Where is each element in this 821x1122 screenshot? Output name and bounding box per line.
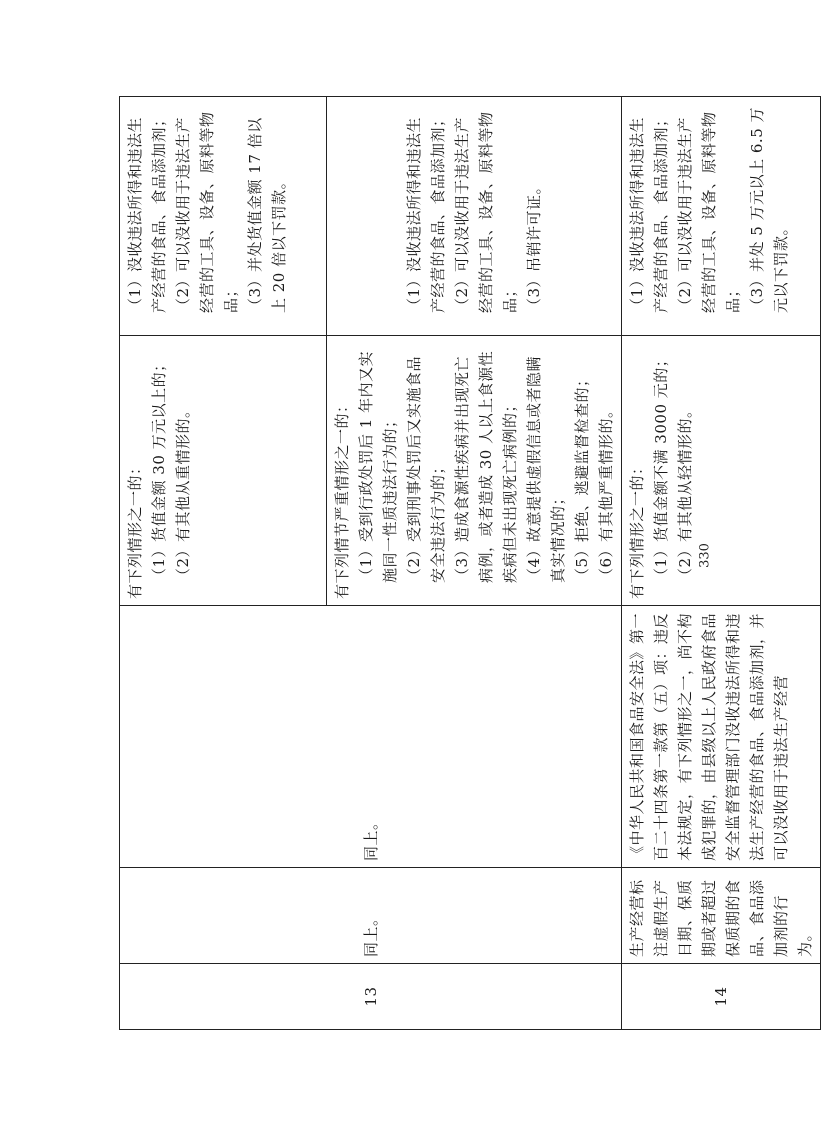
table-row: [622, 97, 821, 1030]
situation-line: （1）货值金额不满 3000 元的；: [652, 351, 670, 583]
situation-line: （2）有其他从重情形的。: [174, 402, 192, 583]
penalty-line: （1）没收违法所得和违法生产经营的食品、食品添加剂；: [628, 111, 670, 313]
penalty-line: （1）没收违法所得和违法生产经营的食品、食品添加剂；: [126, 111, 168, 313]
penalty-line: （2）可以没收用于违法生产经营的工具、设备、原料等物品；: [453, 111, 519, 313]
penalty-cell: [327, 97, 622, 336]
situation-line: 有下列情形之一的：: [126, 459, 144, 599]
penalty-cell: [622, 97, 821, 336]
situation-cell: [120, 336, 327, 606]
situation-cell: [622, 336, 821, 606]
situation-line: （4）故意提供虚假信息或者隐瞒真实情况的；: [525, 355, 567, 583]
situation-line: （1）货值金额 30 万元以上的；: [150, 356, 168, 583]
penalty-table: [119, 96, 821, 1030]
legal-basis: 同上。: [120, 606, 622, 868]
page-number: 330: [697, 543, 713, 568]
situation-cell: [327, 336, 622, 606]
violation-behavior: 生产经营标注虚假生产日期、保质期或者超过保质期的食品、食品添加剂的行为。: [622, 868, 821, 964]
penalty-line: （1）没收违法所得和违法生产经营的食品、食品添加剂；: [405, 111, 447, 313]
penalty-line: （3）吊销许可证。: [525, 178, 543, 313]
penalty-line: （3）并处 5 万元以上 6.5 万元以下罚款。: [748, 106, 790, 313]
violation-behavior: 同上。: [120, 868, 622, 964]
table-row: [120, 97, 327, 1030]
situation-line: （2）有其他从轻情形的。: [676, 402, 694, 583]
penalty-line: （3）并处货值金额 17 倍以上 20 倍以下罚款。: [246, 117, 288, 313]
penalty-line: （2）可以没收用于违法生产经营的工具、设备、原料等物品；: [676, 111, 742, 313]
situation-line: （5）拒绝、逃避监督检查的；: [573, 371, 591, 583]
row-number: 13: [120, 964, 622, 1030]
situation-line: 有下列情形之一的：: [628, 459, 646, 599]
legal-basis: 《中华人民共和国食品安全法》第一百二十四条第一款第（五）项：违反本法规定，有下列情形之一，尚不构成犯罪的，由县级以上人民政府食品安全监督管理部门没收违法所得和违法生产经营的食品、食品添加剂，并可以没收用于违法生产经营: [622, 606, 821, 868]
situation-line: 有下列情节严重情形之一的：: [333, 397, 351, 599]
penalty-cell: [120, 97, 327, 336]
penalty-line: （2）可以没收用于违法生产经营的工具、设备、原料等物品；: [174, 111, 240, 313]
situation-line: （3）造成食源性疾病并出现死亡病例，或者造成 30 人以上食源性疾病但未出现死亡病例的；: [453, 350, 519, 583]
row-number: 14: [622, 964, 821, 1030]
situation-line: （1）受到行政处罚后 1 年内又实施同一性质违法行为的；: [357, 350, 399, 583]
situation-line: （6）有其他严重情形的。: [597, 402, 615, 583]
situation-line: （2）受到刑事处罚后又实施食品安全违法行为的；: [405, 355, 447, 583]
